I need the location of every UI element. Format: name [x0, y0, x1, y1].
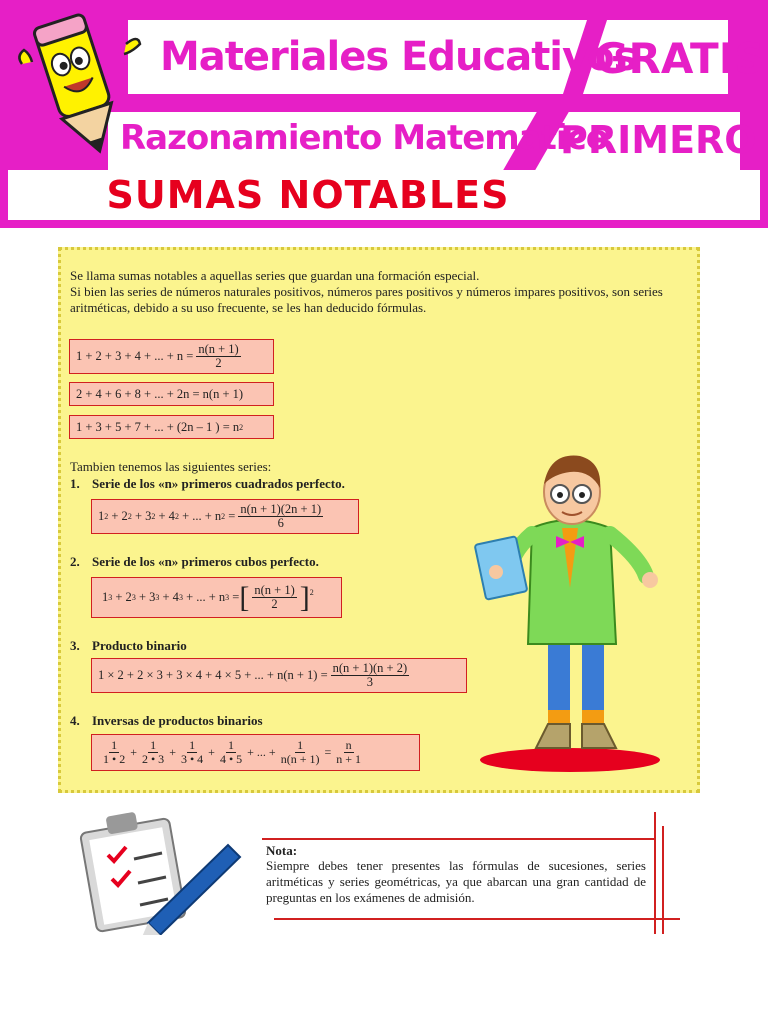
formula-sum-naturals: [69, 339, 274, 374]
plus-sign: +: [208, 745, 215, 759]
series-3-number: 3.: [70, 638, 80, 653]
fraction-denominator: 3: [366, 675, 373, 689]
fraction: [101, 739, 127, 766]
term: + 3: [138, 590, 156, 604]
outer-exponent: 2: [309, 588, 314, 597]
fraction-denominator: 1 • 2: [103, 752, 126, 766]
exponent: 3: [225, 593, 230, 602]
formula-text: 2 + 4 + 6 + 8 + ... + 2n = n(n + 1): [76, 386, 244, 401]
fraction: [279, 739, 322, 766]
note-bottom-rule: [274, 918, 680, 920]
exponent: 2: [174, 512, 179, 521]
term: + 3: [134, 509, 152, 523]
fraction: [334, 739, 363, 766]
fraction-numerator: 1: [111, 738, 118, 752]
subject-title: Razonamiento Matemático: [120, 118, 609, 158]
fraction-numerator: 1: [150, 738, 157, 752]
fraction-numerator: 1: [297, 738, 304, 752]
formula-inverse-binary: [91, 734, 420, 771]
fraction-numerator: n(n + 1)(2n + 1): [240, 502, 322, 516]
fraction-numerator: n(n + 1): [198, 342, 239, 356]
fraction-denominator: 2 • 3: [141, 752, 165, 766]
left-bracket: [: [239, 580, 250, 614]
intro-paragraph-2: Si bien las series de números naturales positivos, números pares positivos y números impares positivos, son series aritméticas, debido a su uso frecuente, se les han deducido fórmulas.: [70, 284, 663, 315]
exponent: 2: [104, 512, 109, 521]
clipboard-pen-icon: [78, 805, 248, 935]
fraction-numerator: n(n + 1)(n + 2): [332, 661, 408, 675]
formula-left-side: 1 × 2 + 2 × 3 + 3 × 4 + 4 × 5 + ... + n(n + 1) =: [98, 668, 328, 682]
term: + 4: [162, 590, 179, 604]
exponent: 2: [239, 422, 244, 432]
term: 1: [102, 590, 109, 604]
note-title: Nota:: [266, 843, 298, 858]
fraction-denominator: n(n + 1): [280, 752, 320, 766]
fraction: [196, 343, 240, 370]
formula-sum-evens: [69, 382, 274, 406]
fraction-denominator: 3 • 4: [180, 752, 204, 766]
exponent: 3: [108, 593, 113, 602]
formula-binary-product: [91, 658, 467, 693]
equals: =: [232, 590, 240, 604]
fraction-denominator: 2: [215, 356, 222, 370]
fraction: [140, 739, 166, 766]
fraction-numerator: n(n + 1): [254, 583, 295, 597]
fraction-numerator: 1: [228, 738, 235, 752]
equals: =: [228, 509, 236, 523]
fraction-denominator: 6: [277, 516, 284, 530]
exponent: 2: [151, 512, 156, 521]
right-bracket: ]: [299, 580, 310, 614]
term: 1: [98, 509, 105, 523]
site-title: Materiales Educativos: [160, 34, 637, 80]
fraction-denominator: 2: [271, 597, 278, 611]
formula-left-side: 1 + 2 + 3 + 4 + ... + n =: [76, 349, 194, 363]
series-intro: Tambien tenemos las siguientes series:: [70, 459, 272, 474]
note-right-rule-2: [662, 826, 664, 934]
series-3-title: Producto binario: [92, 638, 187, 653]
exponent: 3: [178, 593, 183, 602]
exponent: 3: [155, 593, 160, 602]
intro-paragraph-1: Se llama sumas notables a aquellas series que guardan una formación especial.: [70, 268, 480, 283]
exponent: 2: [127, 512, 132, 521]
formula-sum-cubes: [91, 577, 342, 618]
fraction-denominator: 4 • 5: [219, 752, 243, 766]
formula-sum-squares: [91, 499, 359, 534]
page-title: SUMAS NOTABLES: [106, 173, 510, 217]
fraction: [252, 584, 296, 611]
term: + 4: [158, 509, 175, 523]
series-2-number: 2.: [70, 554, 80, 569]
exponent: 3: [131, 593, 136, 602]
intro-text: [70, 268, 690, 316]
ellipsis: + ... +: [247, 745, 276, 759]
term: + ... + n: [186, 590, 226, 604]
plus-sign: +: [130, 745, 137, 759]
plus-sign: +: [169, 745, 176, 759]
term: + 2: [115, 590, 132, 604]
note-right-rule: [654, 812, 656, 934]
gratis-label: GRATIS: [594, 34, 765, 83]
series-1-title: Serie de los «n» primeros cuadrados perfecto.: [92, 476, 345, 491]
fraction-denominator: n + 1: [336, 752, 362, 766]
series-1-number: 1.: [70, 476, 80, 491]
series-4-title: Inversas de productos binarios: [92, 713, 263, 728]
term: + 2: [111, 509, 128, 523]
formula-sum-odds: [69, 415, 274, 439]
fraction-numerator: 1: [189, 738, 196, 752]
fraction-numerator: n: [345, 738, 352, 752]
series-4-number: 4.: [70, 713, 80, 728]
formula-text: 1 + 3 + 5 + 7 + ... + (2n – 1 ) = n: [76, 419, 240, 434]
fraction: [238, 503, 323, 530]
note-top-rule: [262, 838, 654, 840]
series-2-title: Serie de los «n» primeros cubos perfecto.: [92, 554, 319, 569]
pencil-mascot-icon: [14, 4, 144, 164]
note-text: Siempre debes tener presentes las fórmulas de sucesiones, series aritméticas y series geométricas, ya que abarcan una gran cantidad de preguntas en los exámenes de admisión.: [266, 858, 646, 905]
fraction: [331, 662, 410, 689]
exponent: 2: [221, 512, 226, 521]
grade-label: PRIMERO: [560, 118, 757, 162]
teacher-illustration: [470, 448, 670, 778]
term: + ... + n: [182, 509, 222, 523]
fraction: [179, 739, 205, 766]
equals: =: [324, 745, 332, 759]
fraction: [218, 739, 244, 766]
